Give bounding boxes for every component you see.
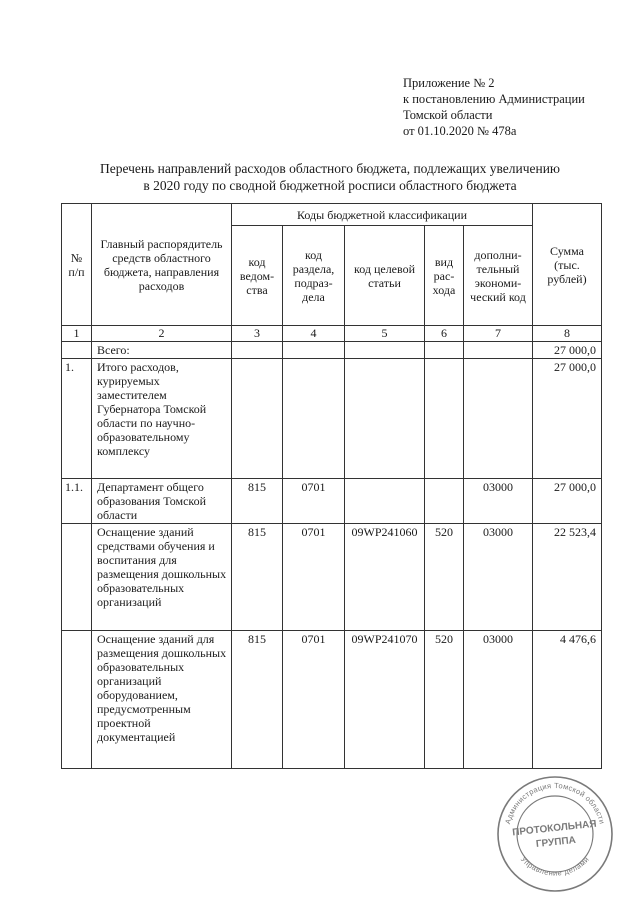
appendix-line: Томской области: [403, 108, 493, 122]
col-number: 6: [425, 326, 464, 342]
col-number: 4: [283, 326, 345, 342]
stamp-ring-text-top: Администрация Томской области: [503, 780, 607, 826]
header-sum: Сумма (тыс. рублей): [533, 204, 602, 326]
appendix-line: от 01.10.2020 № 478а: [403, 124, 517, 138]
row-name: Всего:: [92, 342, 232, 359]
header-name: Главный распорядитель средств областного бюджета, направления расходов: [92, 204, 232, 326]
row-dept: [232, 359, 283, 479]
row-article: 09WP241060: [345, 524, 425, 631]
header-num: № п/п: [62, 204, 92, 326]
row-section: 0701: [283, 479, 345, 524]
row-name: Оснащение зданий для размещения дошкольных образовательных организаций оборудованием, предусмотренным проектной документацией: [92, 631, 232, 769]
appendix-block: [403, 75, 585, 139]
row-section: 0701: [283, 631, 345, 769]
row-sum: 22 523,4: [533, 524, 602, 631]
row-extra: 03000: [464, 631, 533, 769]
row-num: [62, 342, 92, 359]
row-section: 0701: [283, 524, 345, 631]
stamp-center-line: ПРОТОКОЛЬНАЯ: [511, 818, 598, 839]
row-type: 520: [425, 524, 464, 631]
document-title: [60, 160, 600, 194]
row-type: [425, 359, 464, 479]
row-name: Итого расходов, курируемых заместителем Губернатора Томской области по научно-образовательному комплексу: [92, 359, 232, 479]
row-extra: [464, 342, 533, 359]
budget-table: [61, 203, 602, 769]
official-stamp: [495, 774, 615, 894]
row-num: [62, 524, 92, 631]
title-line: Перечень направлений расходов областного бюджета, подлежащих увеличению: [99, 161, 561, 176]
row-dept: 815: [232, 631, 283, 769]
row-sum: 4 476,6: [533, 631, 602, 769]
row-article: [345, 359, 425, 479]
row-num: 1.1.: [62, 479, 92, 524]
row-dept: [232, 342, 283, 359]
header-extra: дополни-тельный экономи-ческий код: [464, 226, 533, 326]
col-number: 1: [62, 326, 92, 342]
table-row: [62, 524, 602, 631]
row-type: [425, 479, 464, 524]
col-number: 5: [345, 326, 425, 342]
row-dept: 815: [232, 479, 283, 524]
row-dept: 815: [232, 524, 283, 631]
row-name: Департамент общего образования Томской области: [92, 479, 232, 524]
appendix-line: Приложение № 2: [403, 76, 495, 90]
header-dept: код ведом-ства: [232, 226, 283, 326]
row-sum: 27 000,0: [533, 342, 602, 359]
row-sum: 27 000,0: [533, 479, 602, 524]
col-number: 7: [464, 326, 533, 342]
table-row: [62, 479, 602, 524]
header-type: вид рас-хода: [425, 226, 464, 326]
header-article: код целевой статьи: [345, 226, 425, 326]
row-article: [345, 342, 425, 359]
row-extra: [464, 359, 533, 479]
stamp-center-line: ГРУППА: [535, 834, 577, 851]
table-row: [62, 359, 602, 479]
row-type: 520: [425, 631, 464, 769]
stamp-ring-text-bottom: Управление делами: [518, 854, 592, 878]
row-name: Оснащение зданий средствами обучения и воспитания для размещения дошкольных образовательных организаций: [92, 524, 232, 631]
header-section: код раздела, подраз-дела: [283, 226, 345, 326]
col-number: 2: [92, 326, 232, 342]
row-num: 1.: [62, 359, 92, 479]
row-section: [283, 342, 345, 359]
col-number: 3: [232, 326, 283, 342]
row-sum: 27 000,0: [533, 359, 602, 479]
table-row: [62, 342, 602, 359]
row-type: [425, 342, 464, 359]
row-article: [345, 479, 425, 524]
row-section: [283, 359, 345, 479]
col-number: 8: [533, 326, 602, 342]
appendix-line: к постановлению Администрации: [403, 92, 585, 106]
title-line: в 2020 году по сводной бюджетной росписи областного бюджета: [143, 178, 517, 193]
row-extra: 03000: [464, 524, 533, 631]
row-article: 09WP241070: [345, 631, 425, 769]
row-extra: 03000: [464, 479, 533, 524]
header-codes-group: Коды бюджетной классификации: [232, 204, 533, 226]
row-num: [62, 631, 92, 769]
table-row: [62, 631, 602, 769]
